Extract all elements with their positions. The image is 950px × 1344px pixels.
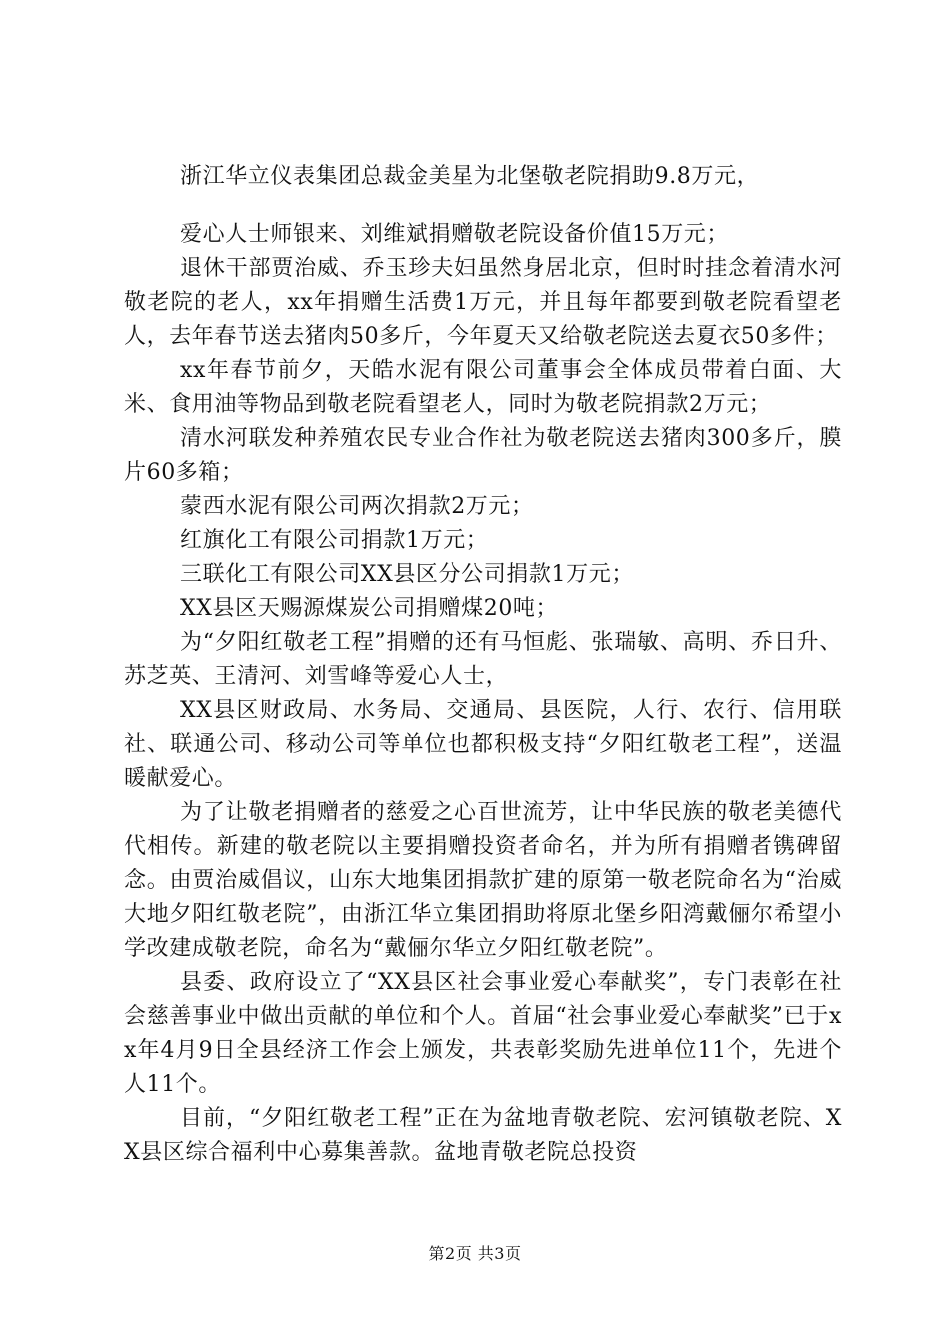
- paragraph-1: 浙江华立仪表集团总裁金美星为北堡敬老院捐助9.8万元，: [180, 164, 760, 189]
- paragraph-6: 蒙西水泥有限公司两次捐款2万元；: [180, 494, 534, 519]
- page-footer: 第2页 共3页: [428, 1244, 522, 1263]
- paragraph-4: xx年春节前夕，天皓水泥有限公司董事会全体成员带着白面、大米、食用油等物品到敬老院看望老人，同时为敬老院捐款2万元；: [124, 358, 842, 417]
- paragraph-2: 爱心人士师银来、刘维斌捐赠敬老院设备价值15万元；: [180, 222, 729, 247]
- document-body: [124, 160, 842, 1170]
- paragraph-10: 为“夕阳红敬老工程”捐赠的还有马恒彪、张瑞敏、高明、乔日升、苏芝英、王清河、刘雪峰等爱心人士，: [124, 630, 842, 689]
- paragraph-7: 红旗化工有限公司捐款1万元；: [180, 528, 489, 553]
- paragraph-11: XX县区财政局、水务局、交通局、县医院，人行、农行、信用联社、联通公司、移动公司等单位也都积极支持“夕阳红敬老工程”，送温暖献爱心。: [124, 698, 842, 791]
- paragraph-3: 退休干部贾治威、乔玉珍夫妇虽然身居北京，但时时挂念着清水河敬老院的老人，xx年捐赠生活费1万元，并且每年都要到敬老院看望老人，去年春节送去猪肉50多斤，今年夏天又给敬老院送去夏衣50多件；: [124, 256, 842, 349]
- paragraph-12: 为了让敬老捐赠者的慈爱之心百世流芳，让中华民族的敬老美德代代相传。新建的敬老院以主要捐赠投资者命名，并为所有捐赠者镌碑留念。由贾治威倡议，山东大地集团捐款扩建的原第一敬老院命名为“治威大地夕阳红敬老院”，由浙江华立集团捐助将原北堡乡阳湾戴俪尔希望小学改建成敬老院，命名为“戴俪尔华立夕阳红敬老院”。: [124, 800, 842, 961]
- paragraph-9: XX县区天赐源煤炭公司捐赠煤20吨；: [180, 596, 559, 621]
- paragraph-14: 目前，“夕阳红敬老工程”正在为盆地青敬老院、宏河镇敬老院、XX县区综合福利中心募集善款。盆地青敬老院总投资: [124, 1106, 842, 1165]
- paragraph-13: 县委、政府设立了“XX县区社会事业爱心奉献奖”，专门表彰在社会慈善事业中做出贡献的单位和个人。首届“社会事业爱心奉献奖”已于xx年4月9日全县经济工作会上颁发，共表彰奖励先进单位11个，先进个人11个。: [124, 970, 842, 1097]
- paragraph-8: 三联化工有限公司XX县区分公司捐款1万元；: [180, 562, 634, 587]
- paragraph-5: 清水河联发种养殖农民专业合作社为敬老院送去猪肉300多斤，膜片60多箱；: [124, 426, 842, 485]
